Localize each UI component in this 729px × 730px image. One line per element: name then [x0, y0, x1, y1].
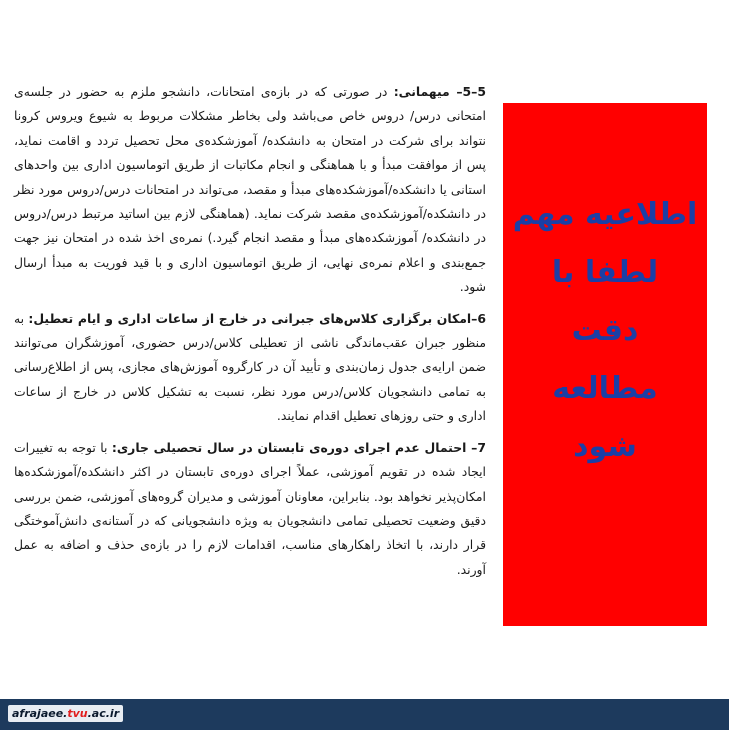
notice-line-5: شود	[573, 428, 637, 464]
section-title: 7– احتمال عدم اجرای دوره‌ی تابستان در سال تحصیلی جاری:	[111, 439, 486, 455]
section-6	[14, 307, 486, 429]
document-body	[14, 80, 486, 589]
notice-line-3: دقت	[571, 312, 639, 348]
section-title: 5–5– میهمانی:	[393, 84, 486, 99]
important-notice-box	[503, 103, 707, 626]
footer-bar	[0, 699, 729, 730]
section-text: به منظور جبران عقب‌ماندگی ناشی از تعطیلی کلاس/درس حضوری، آموزشگران می‌توانند ضمن ارایه‌ی جدول زمان‌بندی و تأیید آن در کارگروه آموزش‌های مجازی، پس از اطلاع‌رسانی به تمامی دانشجویان کلاس/درس مورد نظر، نسبت به تشکیل کلاس در خارج از ساعات اداری و حتی روزهای تعطیل اقدام نمایند.	[14, 310, 486, 424]
site-url-prefix: afrajaee.	[12, 707, 68, 720]
section-text: با توجه به تغییرات ایجاد شده در تقویم آموزشی، عملاً اجرای دوره‌ی تابستان در اکثر دانشکده/آموزشکده‌ها امکان‌پذیر نخواهد بود. بنابراین، معاونان آموزشی و مدیران گروه‌های آموزشی، ضمن بررسی دقیق وضعیت تحصیلی تمامی دانشجویان به ویژه دانشجویانی که در آستانه‌ی دانش‌آموختگی قرار دارند، با اتخاذ راهکارهای مناسب، اقدامات لازم را در بازه‌ی حذف و اضافه به عمل آورند.	[14, 439, 486, 577]
notice-line-2: لطفا با	[551, 254, 659, 290]
site-url-accent: tvu	[67, 707, 88, 720]
notice-line-1: اطلاعیه مهم	[512, 196, 698, 232]
section-7	[14, 436, 486, 582]
notice-text	[513, 186, 698, 476]
section-5-5	[14, 80, 486, 300]
notice-line-4: مطالعه	[552, 370, 658, 406]
site-url-link[interactable]	[8, 705, 123, 722]
site-url-suffix: .ac.ir	[87, 707, 120, 720]
section-text: در صورتی که در بازه‌ی امتحانات، دانشجو ملزم به حضور در جلسه‌ی امتحانی درس/ دروس خاص می‌باشد ولی بخاطر مشکلات مربوط به شیوع ویروس کرونا نتواند برای شرکت در امتحان به دانشکده/ آموزشکده‌ی محل تحصیل تردد و اقامت نماید، پس از موافقت مبدأ و با هماهنگی و انجام مکاتبات از طریق اتوماسیون اداری بین واحدهای استانی یا دانشکده/آموزشکده‌های مبدأ و مقصد، می‌تواند در امتحانات درس/دروس مورد نظر در دانشکده/آموزشکده‌ی مقصد شرکت نماید. (هماهنگی لازم بین اساتید مرتبط درس/دروس در دانشکده/ آموزشکده‌های مبدأ و مقصد انجام گیرد.) نمره‌ی اخذ شده در امتحان نیز جهت جمع‌بندی و اعلام نمره‌ی نهایی، از طریق اتوماسیون اداری و با قید فوریت به مبدأ ارسال شود.	[14, 84, 486, 295]
section-title: 6–امکان برگزاری کلاس‌های جبرانی در خارج از ساعات اداری و ایام تعطیل:	[28, 310, 486, 326]
